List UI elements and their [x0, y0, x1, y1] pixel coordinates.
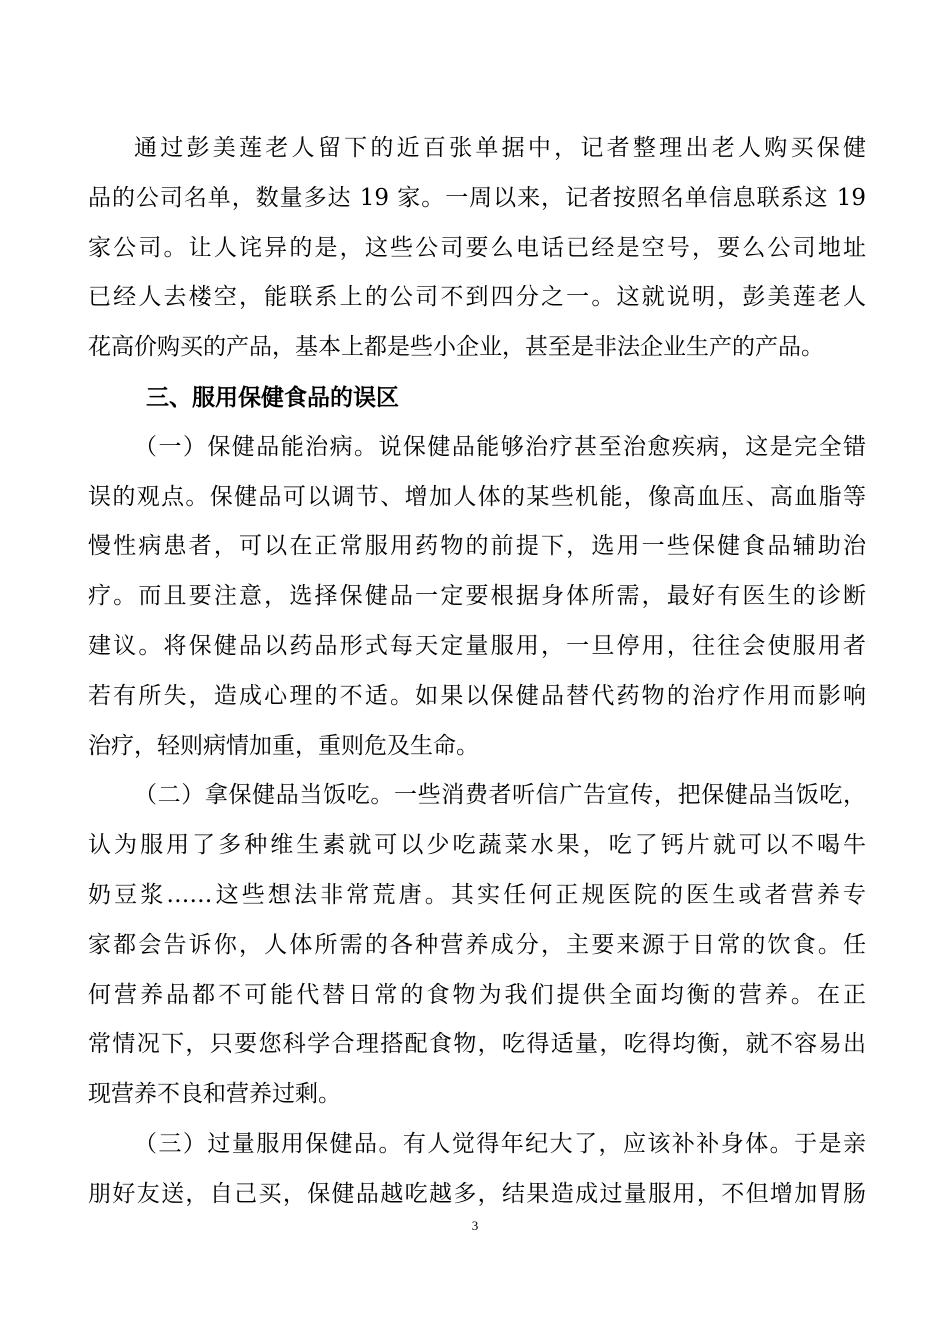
paragraph-line: 品的公司名单，数量多达 19 家。一周以来，记者按照名单信息联系这 19 — [88, 184, 866, 211]
paragraph-line: 慢性病患者，可以在正常服用药物的前提下，选用一些保健食品辅助治 — [88, 533, 866, 560]
paragraph-line: 已经人去楼空，能联系上的公司不到四分之一。这就说明，彭美莲老人 — [88, 284, 866, 311]
paragraph-line: （一）保健品能治病。说保健品能够治疗甚至治愈疾病，这是完全错 — [134, 433, 866, 460]
paragraph-line: 若有所失，造成心理的不适。如果以保健品替代药物的治疗作用而影响 — [88, 682, 866, 709]
paragraph-line: 常情况下，只要您科学合理搭配食物，吃得适量，吃得均衡，就不容易出 — [88, 1031, 866, 1058]
paragraph-line: 通过彭美莲老人留下的近百张单据中，记者整理出老人购买保健 — [134, 135, 866, 161]
document-body — [88, 124, 866, 1220]
page-number: 3 — [471, 1218, 479, 1233]
paragraph-line: 治疗，轻则病情加重，重则危及生命。 — [88, 732, 479, 759]
paragraph-line: 疗。而且要注意，选择保健品一定要根据身体所需，最好有医生的诊断 — [88, 583, 866, 610]
paragraph-line: 建议。将保健品以药品形式每天定量服用，一旦停用，往往会使服用者 — [88, 632, 866, 659]
paragraph-line: 认为服用了多种维生素就可以少吃蔬菜水果，吃了钙片就可以不喝牛 — [88, 832, 866, 859]
paragraph-line: 奶豆浆……这些想法非常荒唐。其实任何正规医院的医生或者营养专 — [88, 881, 866, 908]
paragraph-line: 家都会告诉你，人体所需的各种营养成分，主要来源于日常的饮食。任 — [88, 931, 866, 958]
paragraph-line: （二）拿保健品当饭吃。一些消费者听信广告宣传，把保健品当饭吃， — [134, 782, 866, 809]
paragraph-line: 何营养品都不可能代替日常的食物为我们提供全面均衡的营养。在正 — [88, 981, 866, 1008]
paragraph-line: 现营养不良和营养过剩。 — [88, 1081, 341, 1108]
section-heading: 三、服用保健食品的误区 — [146, 383, 399, 411]
paragraph-line: 朋好友送，自己买，保健品越吃越多，结果造成过量服用，不但增加胃肠 — [88, 1180, 866, 1207]
paragraph-line: 误的观点。保健品可以调节、增加人体的某些机能，像高血压、高血脂等 — [88, 483, 866, 510]
paragraph-line: （三）过量服用保健品。有人觉得年纪大了，应该补补身体。于是亲 — [134, 1130, 866, 1157]
paragraph-line: 家公司。让人诧异的是，这些公司要么电话已经是空号，要么公司地址 — [88, 234, 866, 261]
paragraph-line: 花高价购买的产品，基本上都是些小企业，甚至是非法企业生产的产品。 — [88, 334, 824, 361]
